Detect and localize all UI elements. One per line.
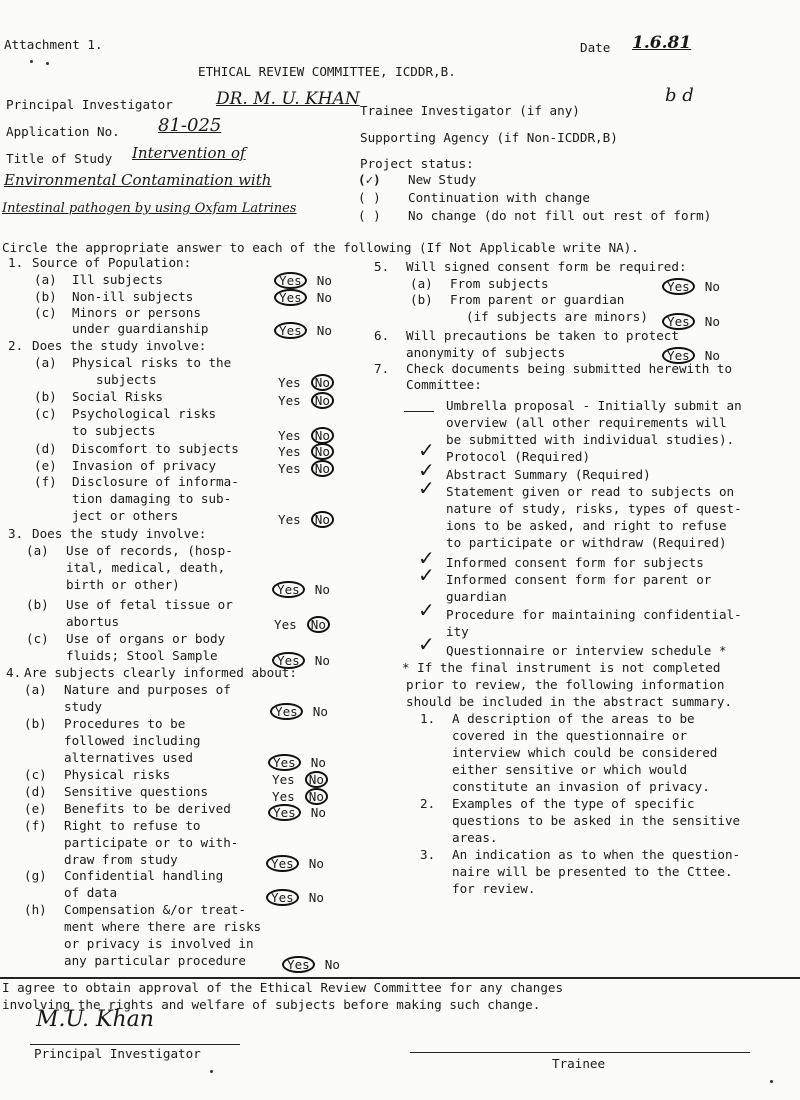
note-line-2: prior to review, the following information [406, 677, 725, 692]
no-option: No [324, 957, 340, 972]
no-circled: No [311, 392, 334, 409]
doc-statement-2: nature of study, risks, types of quest- [446, 501, 742, 516]
q5b-letter: (b) [410, 292, 433, 307]
q2f-text-3: ject or others [72, 508, 179, 523]
q2c-text-1: Psychological risks [72, 406, 217, 421]
q4e-letter: (e) [24, 801, 47, 816]
q4-num: 4. [6, 665, 22, 680]
divider [0, 977, 800, 979]
no-option: No [312, 704, 328, 719]
no-option: No [704, 279, 720, 294]
date-value: 1.6.81 [632, 33, 692, 53]
yes-option: Yes [272, 772, 295, 787]
status-mark-new: (✓) [358, 172, 381, 187]
q4f-text-3: draw from study [64, 852, 178, 867]
doc-consent-parent-2: guardian [446, 589, 507, 604]
q4h-text-2: ment where there are risks [64, 919, 262, 934]
yes-circled: Yes [268, 754, 301, 771]
q7-text-1: Check documents being submitted herewith to [406, 361, 733, 376]
yes-option: Yes [278, 393, 301, 408]
signature: M.U. Khan [36, 1007, 154, 1032]
q2e-answer [278, 460, 344, 477]
q1b-text: Non-ill subjects [72, 289, 194, 304]
q3c-letter: (c) [26, 631, 49, 646]
title-line-1: Intervention of [132, 144, 246, 162]
sub1-text-2: covered in the questionnaire or [452, 728, 688, 743]
no-option: No [310, 805, 326, 820]
yes-option: Yes [274, 617, 297, 632]
yes-option: Yes [278, 461, 301, 476]
yes-circled: Yes [282, 956, 315, 973]
yes-option: Yes [278, 428, 301, 443]
q4b-answer [268, 754, 336, 771]
q2d-answer [278, 443, 344, 460]
q4h-text-1: Compensation &/or treat- [64, 902, 246, 917]
yes-circled: Yes [272, 581, 305, 598]
yes-option: Yes [278, 512, 301, 527]
checkmark-icon: ✓ [418, 563, 435, 587]
q5-title: Will signed consent form be required: [406, 259, 687, 274]
q2a-answer [278, 374, 344, 391]
q2c-answer [278, 427, 344, 444]
trainee-signature-line [410, 1052, 750, 1053]
pi-value: DR. M. U. KHAN [216, 89, 360, 109]
q7-text-2: Committee: [406, 377, 482, 392]
q4a-answer [270, 703, 338, 720]
q2a-letter: (a) [34, 355, 57, 370]
sub3-text-1: An indication as to when the question- [452, 847, 741, 862]
q4g-letter: (g) [24, 868, 47, 883]
q4b-text-1: Procedures to be [64, 716, 186, 731]
q1c-text-2: under guardianship [72, 321, 209, 336]
scan-speck [210, 1070, 213, 1073]
sub2-text-3: areas. [452, 830, 498, 845]
q3a-letter: (a) [26, 543, 49, 558]
q4h-text-4: any particular procedure [64, 953, 246, 968]
no-circled: No [311, 443, 334, 460]
q3a-text-3: birth or other) [66, 577, 180, 592]
no-option: No [310, 755, 326, 770]
q1a-letter: (a) [34, 272, 57, 287]
yes-circled: Yes [274, 289, 307, 306]
sub1-text-5: constitute an invasion of privacy. [452, 779, 710, 794]
pi-signature-line [30, 1044, 240, 1045]
q2e-text: Invasion of privacy [72, 458, 217, 473]
q1-num: 1. [8, 255, 24, 270]
no-option: No [316, 323, 332, 338]
doc-statement-4: to participate or withdraw (Required) [446, 535, 727, 550]
sub1-text-3: interview which could be considered [452, 745, 718, 760]
agree-line-1: I agree to obtain approval of the Ethical Review Committee for any changes [2, 980, 564, 995]
no-option: No [314, 582, 330, 597]
sub3-num: 3. [420, 847, 436, 862]
q3b-text-2: abortus [66, 614, 120, 629]
doc-umbrella-1: Umbrella proposal - Initially submit an [446, 398, 742, 413]
q5a-letter: (a) [410, 276, 433, 291]
q4g-text-2: of data [64, 885, 118, 900]
q1-title: Source of Population: [32, 255, 192, 270]
no-option: No [314, 653, 330, 668]
q6-text-2: anonymity of subjects [406, 345, 566, 360]
no-circled: No [311, 511, 334, 528]
q4c-letter: (c) [24, 767, 47, 782]
pi-label: Principal Investigator [6, 97, 173, 112]
q3b-letter: (b) [26, 597, 49, 612]
committee-title: ETHICAL REVIEW COMMITTEE, ICDDR,B. [198, 64, 456, 79]
no-circled: No [311, 460, 334, 477]
doc-confidential-2: ity [446, 624, 469, 639]
scan-speck [46, 62, 49, 65]
yes-option: Yes [278, 444, 301, 459]
q4h-text-3: or privacy is involved in [64, 936, 254, 951]
q4a-letter: (a) [24, 682, 47, 697]
title-label: Title of Study [6, 151, 113, 166]
q3-num: 3. [8, 526, 24, 541]
yes-circled: Yes [266, 855, 299, 872]
q4f-text-2: participate or to with- [64, 835, 239, 850]
q1b-answer [274, 289, 342, 306]
no-circled: No [311, 427, 334, 444]
checkmark-icon: ✓ [418, 476, 435, 500]
doc-umbrella-2: overview (all other requirements will [446, 415, 727, 430]
q1a-text: Ill subjects [72, 272, 163, 287]
yes-option: Yes [278, 375, 301, 390]
q2f-letter: (f) [34, 474, 57, 489]
yes-circled: Yes [272, 652, 305, 669]
note-line-3: should be included in the abstract summary. [406, 694, 733, 709]
no-option: No [308, 856, 324, 871]
checkmark-icon: ✓ [418, 546, 435, 570]
q5-num: 5. [374, 259, 390, 274]
status-label: Project status: [360, 156, 474, 171]
q4a-text-1: Nature and purposes of [64, 682, 231, 697]
instruction-text: Circle the appropriate answer to each of the following (If Not Applicable write NA). [2, 240, 639, 255]
q7-num: 7. [374, 361, 390, 376]
q2a-text-1: Physical risks to the [72, 355, 232, 370]
title-line-3: Intestinal pathogen by using Oxfam Latrines [2, 201, 297, 216]
q4d-answer [272, 788, 338, 805]
sub2-text-2: questions to be asked in the sensitive [452, 813, 741, 828]
no-option: No [704, 348, 720, 363]
date-label: Date [580, 40, 611, 55]
yes-option: Yes [272, 789, 295, 804]
sub1-num: 1. [420, 711, 436, 726]
trainee-value: b d [665, 85, 694, 106]
checkmark-icon: ✓ [418, 632, 435, 656]
q2c-text-2: to subjects [72, 423, 156, 438]
q4a-text-2: study [64, 699, 102, 714]
doc-consent-subjects: Informed consent form for subjects [446, 555, 704, 570]
checkmark-icon: ✓ [418, 458, 435, 482]
attachment-label: Attachment 1. [4, 37, 103, 52]
status-mark-nochange: ( ) [358, 208, 381, 223]
q3b-answer [274, 616, 340, 633]
q4f-text-1: Right to refuse to [64, 818, 201, 833]
q2f-text-1: Disclosure of informa- [72, 474, 239, 489]
q2a-text-2: subjects [96, 372, 157, 387]
q3b-text-1: Use of fetal tissue or [66, 597, 233, 612]
q2c-letter: (c) [34, 406, 57, 421]
application-value: 81-025 [158, 115, 222, 136]
q2-num: 2. [8, 338, 24, 353]
q4g-text-1: Confidential handling [64, 868, 224, 883]
trainee-label: Trainee Investigator (if any) [360, 103, 580, 118]
q3a-answer [272, 581, 340, 598]
sub3-text-3: for review. [452, 881, 536, 896]
pi-signature-label: Principal Investigator [34, 1046, 201, 1061]
yes-circled: Yes [662, 313, 695, 330]
doc-confidential-1: Procedure for maintaining confidential- [446, 607, 742, 622]
q4b-text-3: alternatives used [64, 750, 193, 765]
sub3-text-2: naire will be presented to the Cttee. [452, 864, 733, 879]
sub2-num: 2. [420, 796, 436, 811]
status-mark-continuation: ( ) [358, 190, 381, 205]
q4c-answer [272, 771, 338, 788]
q4h-letter: (h) [24, 902, 47, 917]
sub2-text-1: Examples of the type of specific [452, 796, 695, 811]
yes-circled: Yes [274, 322, 307, 339]
status-new-study: New Study [408, 172, 477, 187]
q3-title: Does the study involve: [32, 526, 207, 541]
application-label: Application No. [6, 124, 120, 139]
q2f-answer [278, 511, 344, 528]
doc-abstract: Abstract Summary (Required) [446, 467, 651, 482]
no-circled: No [307, 616, 330, 633]
status-continuation: Continuation with change [408, 190, 590, 205]
q4d-letter: (d) [24, 784, 47, 799]
q3c-text-1: Use of organs or body [66, 631, 226, 646]
yes-circled: Yes [270, 703, 303, 720]
q4-title: Are subjects clearly informed about: [24, 665, 297, 680]
q4f-answer [266, 855, 334, 872]
q1c-answer [274, 322, 342, 339]
q1a-answer [274, 272, 342, 289]
q1b-letter: (b) [34, 289, 57, 304]
sub1-text-4: either sensitive or which would [452, 762, 688, 777]
doc-protocol: Protocol (Required) [446, 449, 591, 464]
q1c-letter: (c) [34, 305, 57, 320]
blank-check-line [404, 411, 434, 412]
no-option: No [308, 890, 324, 905]
yes-circled: Yes [266, 889, 299, 906]
doc-consent-parent-1: Informed consent form for parent or [446, 572, 712, 587]
q2d-text: Discomfort to subjects [72, 441, 239, 456]
yes-circled: Yes [274, 272, 307, 289]
q3c-text-2: fluids; Stool Sample [66, 648, 218, 663]
q5b-text-2: (if subjects are minors) [466, 309, 648, 324]
doc-umbrella-3: be submitted with individual studies). [446, 432, 735, 447]
yes-circled: Yes [662, 347, 695, 364]
no-circled: No [311, 374, 334, 391]
q2b-letter: (b) [34, 389, 57, 404]
no-option: No [704, 314, 720, 329]
yes-circled: Yes [268, 804, 301, 821]
q4f-letter: (f) [24, 818, 47, 833]
q4c-text: Physical risks [64, 767, 171, 782]
q3a-text-1: Use of records, (hosp- [66, 543, 233, 558]
sub1-text-1: A description of the areas to be [452, 711, 695, 726]
status-nochange: No change (do not fill out rest of form) [408, 208, 712, 223]
q3a-text-2: ital, medical, death, [66, 560, 226, 575]
q2e-letter: (e) [34, 458, 57, 473]
q2f-text-2: tion damaging to sub- [72, 491, 232, 506]
no-option: No [316, 290, 332, 305]
checkmark-icon: ✓ [418, 598, 435, 622]
q4g-answer [266, 889, 334, 906]
note-line-1: * If the final instrument is not completed [402, 660, 721, 675]
q4d-text: Sensitive questions [64, 784, 209, 799]
title-line-2: Environmental Contamination with [4, 171, 272, 189]
checkmark-icon: ✓ [418, 438, 435, 462]
q5b-text-1: From parent or guardian [450, 292, 625, 307]
scan-speck [770, 1080, 773, 1083]
q4e-text: Benefits to be derived [64, 801, 231, 816]
q4e-answer [268, 804, 336, 821]
scan-speck [30, 60, 33, 63]
q5a-text: From subjects [450, 276, 549, 291]
q1c-text-1: Minors or persons [72, 305, 201, 320]
doc-questionnaire: Questionnaire or interview schedule * [446, 643, 727, 658]
no-option: No [316, 273, 332, 288]
agency-label: Supporting Agency (if Non-ICDDR,B) [360, 130, 618, 145]
q6-num: 6. [374, 328, 390, 343]
trainee-signature-label: Trainee [552, 1056, 606, 1071]
q4b-letter: (b) [24, 716, 47, 731]
doc-statement-1: Statement given or read to subjects on [446, 484, 735, 499]
q2d-letter: (d) [34, 441, 57, 456]
no-circled: No [305, 771, 328, 788]
q2b-text: Social Risks [72, 389, 163, 404]
q5a-answer [662, 278, 730, 295]
q2-title: Does the study involve: [32, 338, 207, 353]
q2b-answer [278, 392, 344, 409]
yes-circled: Yes [662, 278, 695, 295]
doc-statement-3: ions to be asked, and right to refuse [446, 518, 727, 533]
q6-text-1: Will precautions be taken to protect [406, 328, 679, 343]
q4h-answer [282, 956, 350, 973]
agree-line-2: involving the rights and welfare of subjects before making such change. [2, 997, 541, 1012]
q4b-text-2: followed including [64, 733, 201, 748]
no-circled: No [305, 788, 328, 805]
